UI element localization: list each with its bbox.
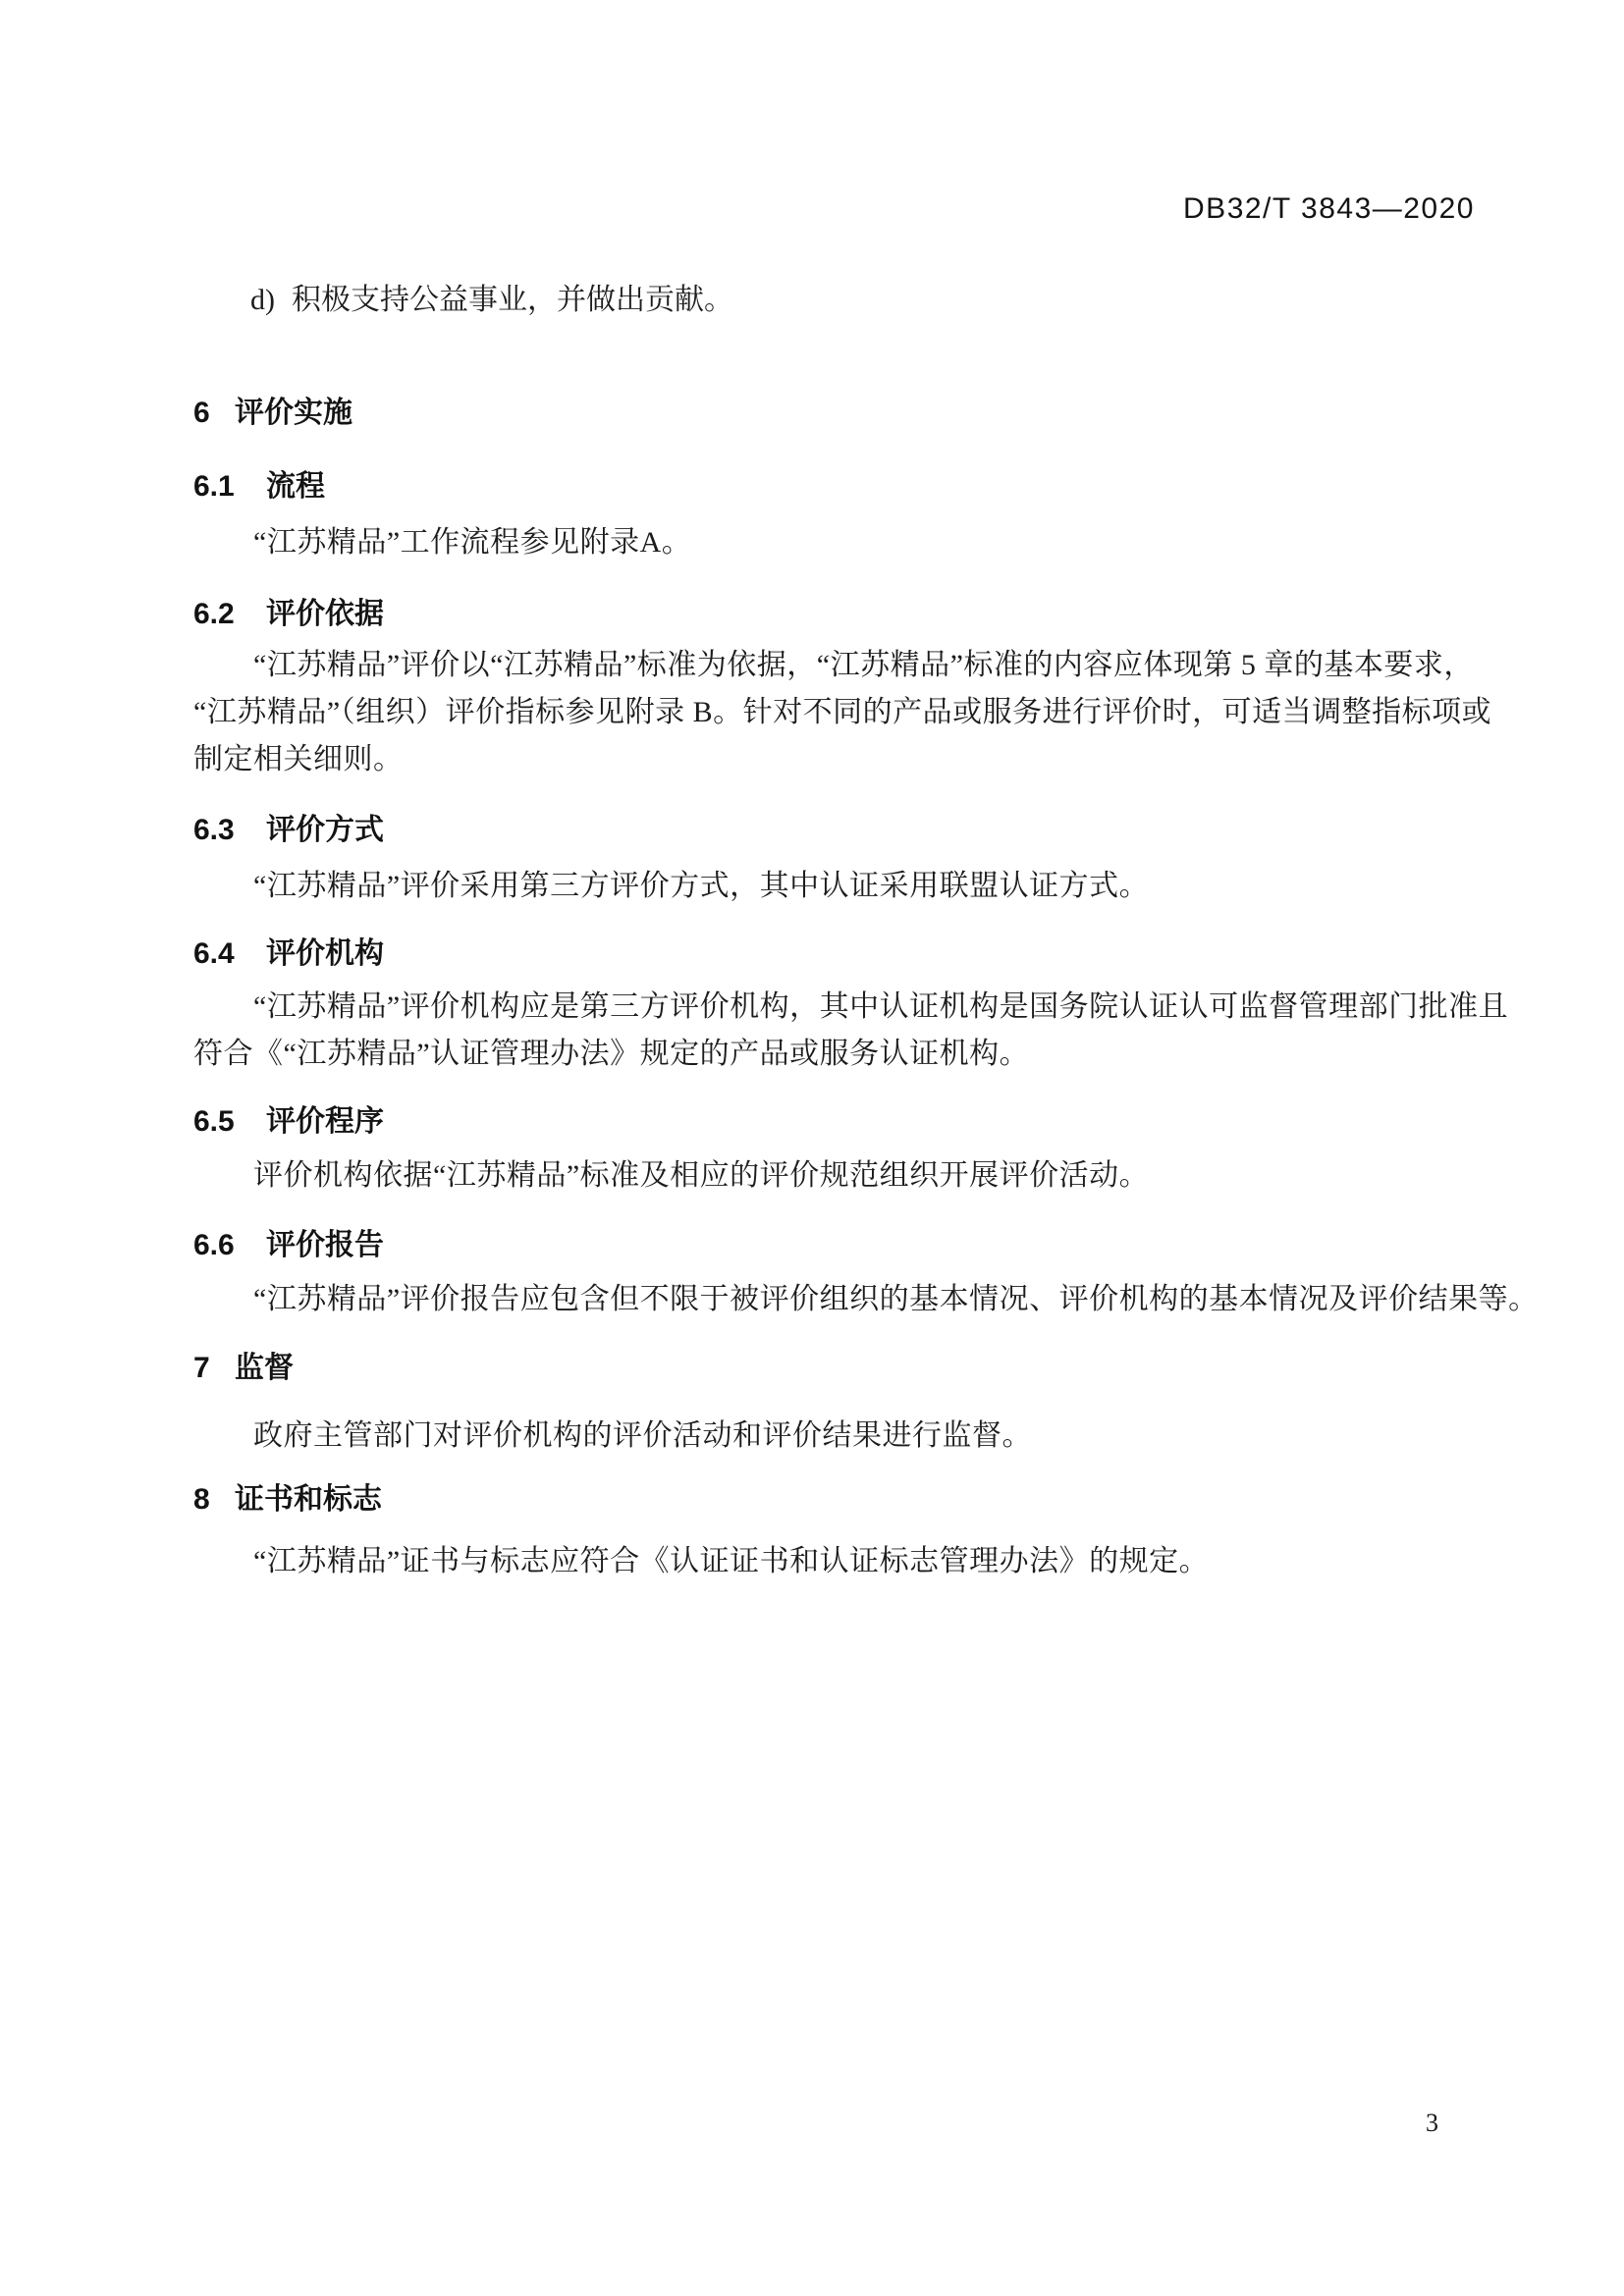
paragraph-line: “江苏精品”证书与标志应符合《认证证书和认证标志管理办法》的规定。 [253,1545,1210,1577]
paragraph-line: “江苏精品”工作流程参见附录A。 [253,526,692,559]
section-title: 评价依据 [266,598,384,630]
paragraph-line: 政府主管部门对评价机构的评价活动和评价结果进行监督。 [253,1419,1032,1452]
list-item-label: d) [250,284,275,316]
section-title: 评价程序 [266,1105,384,1138]
section-number: 6.4 [193,937,235,970]
section-heading-6 [193,388,352,431]
section-number: 6.5 [193,1105,235,1138]
section-heading-6-2 [193,589,384,632]
section-number: 6.6 [193,1229,235,1261]
section-title: 评价报告 [266,1229,384,1261]
page-number: 3 [1426,2109,1438,2137]
paragraph-line: 符合《“江苏精品”认证管理办法》规定的产品或服务认证机构。 [193,1038,1030,1070]
section-number: 6.1 [193,470,235,503]
section-title: 监督 [235,1352,294,1384]
section-heading-6-5 [193,1096,384,1140]
section-number: 6.2 [193,598,235,630]
section-heading-8 [193,1474,382,1518]
section-number: 6 [193,397,210,429]
section-heading-7 [193,1343,294,1386]
section-number: 8 [193,1483,210,1516]
paragraph-line: “江苏精品”评价采用第三方评价方式，其中认证采用联盟认证方式。 [253,870,1150,902]
section-title: 评价实施 [235,397,352,429]
paragraph-line: “江苏精品”评价报告应包含但不限于被评价组织的基本情况、评价机构的基本情况及评价结果等。 [253,1283,1539,1315]
section-heading-6-4 [193,929,384,972]
section-heading-6-3 [193,805,384,848]
section-heading-6-6 [193,1220,384,1263]
paragraph-line: “江苏精品”评价以“江苏精品”标准为依据，“江苏精品”标准的内容应体现第 5 章的基本要求， [253,649,1474,681]
section-number: 7 [193,1352,210,1384]
paragraph-line: “江苏精品”评价机构应是第三方评价机构，其中认证机构是国务院认证认可监督管理部门批准且 [253,990,1509,1023]
list-item-d [250,275,733,318]
section-title: 证书和标志 [235,1483,382,1516]
doc-number-header: DB32/T 3843—2020 [1183,192,1475,225]
list-item-text: 积极支持公益事业，并做出贡献。 [292,284,733,316]
paragraph-line: “江苏精品”（组织）评价指标参见附录 B。针对不同的产品或服务进行评价时，可适当调整指标项或 [193,696,1492,728]
paragraph-line: 制定相关细则。 [193,743,404,775]
section-title: 评价机构 [266,937,384,970]
section-title: 流程 [266,470,325,503]
section-title: 评价方式 [266,814,384,846]
section-number: 6.3 [193,814,235,846]
section-heading-6-1 [193,461,325,505]
paragraph-line: 评价机构依据“江苏精品”标准及相应的评价规范组织开展评价活动。 [253,1159,1150,1192]
